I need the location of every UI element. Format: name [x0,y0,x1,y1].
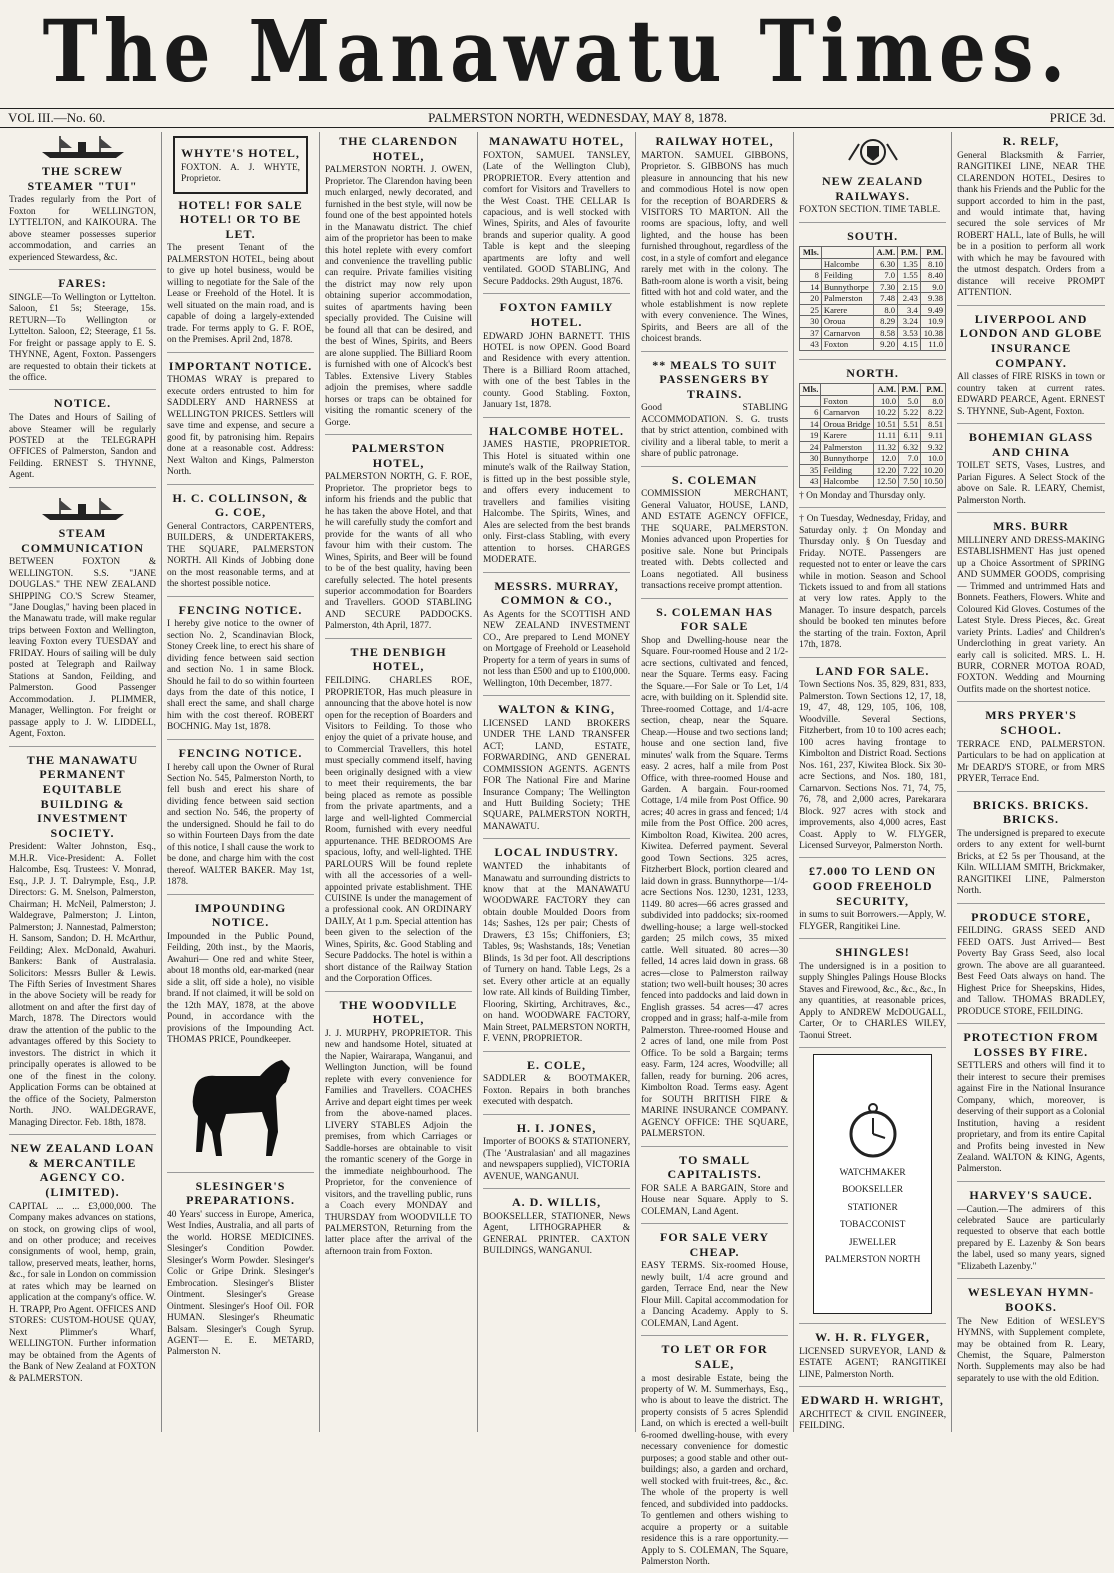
timetable-cell: 8.0 [873,304,898,315]
horse-illustration [167,1047,314,1167]
timetable-cell: 35 [800,464,821,475]
advertisement-text: MILLINERY AND DRESS-MAKING ESTABLISHMENT Has just opened up a Choice Assortment of SPRING AND SUMMER GOODS, comprising— Trimmed and untrimmed Hats and Bonnets. Feathers, Flowers. White and Coloured Kid Gloves. Costumes of the Latest Style. Dress Pieces, &c. Great variety Prints. Ladies' and Children's Underclothing in great variety. An early call is solicited. MRS. L. H. BURR, CORNER MOTOA ROAD, FOXTON. Wedding and Mourning Outfits made on the shortest notice. [957,535,1105,695]
timetable-cell: 43 [800,339,822,350]
advertisement-heading: FOXTON FAMILY HOTEL. [499,300,614,329]
advertisement [957,519,1105,702]
advertisement-text: As Agents for the SCOTTISH AND NEW ZEALAND INVESTMENT CO., Are prepared to Lend MONEY on Mortgage of Freehold or Leasehold Property for a term of years in sums of not less than £500 and up to £100,000. Wellington, 10th December, 1877. [483,609,631,689]
advertisement-heading: A. D. WILLIS, [511,1195,602,1210]
timetable-cell: 8 [800,270,822,281]
timetable-row [800,453,946,464]
timetable-cell: 7.48 [873,293,898,304]
advertisement-heading: STEAM COMMUNICATION [21,525,144,555]
advertisement [957,910,1105,1024]
timetable-cell: 14 [800,281,822,292]
advertisement-text: The undersigned is in a position to supply Shingles Palings House Blocks Staves and Firewood, &c., &c., &c., In any quantities, at reasonable prices, Apply to ANDREW McDOUGALL, Carter, Or to CHARLES WILEY, Taonui Street. [799,961,947,1041]
advertisement-heading: HARVEY'S SAUCE. [969,1187,1093,1202]
advertisement-heading: NORTH. [846,365,899,380]
advertisement [483,1195,630,1263]
advertisement [957,134,1105,306]
watch-ad-text: WATCHMAKER [839,1167,906,1178]
advertisement-text: General Contractors, CARPENTERS, BUILDERS, & UNDERTAKERS, THE SQUARE, PALMERSTON NORTH. All Kinds of Jobbing done on the most reasonable terms, and at the shortest possible notice. [167,521,315,590]
timetable-cell: 6.11 [899,430,921,441]
advertisement-text: LICENSED SURVEYOR, LAND & ESTATE AGENT; RANGITIKEI LINE, Palmerston North. [799,1346,947,1380]
ship-icon [38,496,128,522]
advertisement-heading: SHINGLES! [835,945,910,960]
advertisement-heading: PROTECTION FROM LOSSES BY FIRE. [963,1029,1099,1059]
timetable-cell: 1.55 [898,270,921,281]
column-6 [794,132,952,1432]
timetable-cell: Carnarvon [821,407,874,418]
timetable-cell [821,384,874,395]
column-3 [320,132,478,1432]
steamship-illustration [9,494,156,524]
advertisement-heading: WALTON & KING, [498,702,616,717]
advertisement [957,1188,1105,1279]
advertisement-heading: FENCING NOTICE. [178,745,303,760]
advertisement-text: JAMES HASTIE, PROPRIETOR. This Hotel is situated within one minute's walk of the Railway Station, is fitted up in the best possible style, and offers every inducement to travellers and families visiting Halcombe. The Spirits, Wines, and Ales are selected from the best brands only. First-class Stabling, with every attention to horses. CHARGES MODERATE. [483,440,631,566]
advertisement [957,798,1105,904]
advertisement-heading: MANAWATU HOTEL, [489,134,624,148]
timetable-row [800,327,946,338]
timetable-cell: Karere [821,304,873,315]
advertisement [799,1330,946,1387]
advertisement-text: General Blacksmith & Farrier, RANGITIKEI LINE, NEAR THE CLARENDON HOTEL, Desires to thank his Friends and the Public for the support accorded to him in the past, and would intimate that, having secured the sole services of Mr ROBERT HALL, late of Bulls, he will be in a position to perform all work with which he may be favoured with the utmost despatch. Orders from a distance will receive PROMPT ATTENTION. [957,150,1105,299]
timetable-cell: 12.50 [874,476,899,487]
advertisement-heading: FARES: [58,276,107,291]
advertisement [641,358,788,467]
timetable-cell: 12.0 [874,453,899,464]
advertisement [957,430,1105,513]
timetable-cell: 10.38 [920,327,945,338]
advertisement-text: —Caution.—The admirers of this celebrated Sauce are particularly requested to observe that each bottle prepared by E. Lazenby & Son bears the label, used so many years, signed "Elizabeth Lazenby." [957,1204,1105,1272]
advertisement-heading: LIVERPOOL AND LONDON AND GLOBE INSURANCE COMPANY. [959,311,1103,370]
advertisement-text: EASY TERMS. Six-roomed House, newly built, 1/4 acre ground and garden, Terrace End, near the New Flour Mill. Capital accommodation for a Dancing Academy. Apply to S. COLEMAN, Land Agent. [641,1261,789,1329]
timetable-row [800,430,946,441]
timetable-cell: 14 [800,418,821,429]
advertisement-heading: THE MANAWATU PERMANENT EQUITABLE BUILDING & INVESTMENT SOCIETY. [26,752,139,840]
advertisement [641,1153,788,1225]
timetable-cell: 7.0 [873,270,898,281]
timetable-cell: 2.15 [898,281,921,292]
timetable-row [800,339,946,350]
timetable-cell: Karere [821,430,874,441]
watch-ad-text: TOBACCONIST [839,1220,906,1231]
timetable-cell: Palmerston [821,293,873,304]
timetable-cell: 12.20 [874,464,899,475]
timetable-cell: 8.10 [920,258,945,269]
advertisement [167,603,314,740]
advertisement [483,1121,630,1190]
advertisement [325,441,472,639]
timetable-cell: 3.53 [898,327,921,338]
advertisement-text: FOXTON, SAMUEL TANSLEY, (Late of the Wellington Club), PROPRIETOR. Every attention and comfort for Visitors and Travellers to the West Coast. THE CELLAR Is capacious, and is well stocked with Wines, Spirits, and Ales of favourite brands and superior quality. A good Table is kept and the sleeping apartments are lofty and well ventilated. GOOD STABLING, And Secure Paddocks. 29th August, 1876. [483,150,631,287]
advertisement [641,1230,788,1336]
timetable-cell: 10.22 [874,407,899,418]
timetable-row [800,281,946,292]
timetable-cell: Bunnythorpe [821,281,873,292]
timetable-cell: Halcombe [821,476,874,487]
timetable-cell: Mls. [800,247,822,258]
advertisement-text: All classes of FIRE RISKS in town or country taken at current rates. EDWARD PEARCE, Agent. ERNEST S. THYNNE, Sub-Agent, Foxton. [957,372,1105,417]
timetable-cell: 11.32 [874,441,899,452]
timetable-cell: 10.0 [874,395,899,406]
advertisement-heading: LOCAL INDUSTRY. [494,845,619,860]
timetable-cell: Palmerston [821,441,874,452]
coat-of-arms-illustration [799,132,946,172]
timetable-cell: Feilding [821,270,873,281]
advertisement-heading: THE DENBIGH HOTEL, [350,644,447,674]
timetable-row [800,384,946,395]
timetable-cell: P.M. [899,384,921,395]
advertisement-text: The present Tenant of the PALMERSTON HOTEL, being about to give up hotel business, would be willing to negotiate for the Sale of the Lease or Freehold of the Hotel. It is well situated on the main road, and is capable of doing a largely-extended trade. For terms apply to G. F. ROE, on the Premises. April 2nd, 1878. [167,243,315,346]
timetable-cell: A.M. [873,247,898,258]
timetable-cell: 8.0 [921,395,946,406]
timetable-cell: 43 [800,476,821,487]
advertisement [641,1342,788,1573]
advertisement [167,1179,314,1364]
timetable-cell: 6 [800,407,821,418]
advertisement-heading: NEW ZEALAND RAILWAYS. [822,174,924,203]
advertisement-text: LICENSED LAND BROKERS UNDER THE LAND TRANSFER ACT; LAND, ESTATE, FORWARDING, AND GENERAL COMMISSION AGENTS. AGENTS FOR The National Fire and Marine Insurance Company; The Wellington and Hutt Building Society; THE SQUARE, PALMERSTON NORTH, MANAWATU. [483,718,631,832]
timetable-cell [800,395,821,406]
advertisement-text: in sums to suit Borrowers.—Apply, W. FLYGER, Rangitikei Line. [799,910,947,932]
advertisement-heading: IMPOUNDING NOTICE. [194,900,287,930]
timetable-cell: 8.40 [920,270,945,281]
timetable-cell: P.M. [920,247,945,258]
advertisement-heading: RAILWAY HOTEL, [655,134,774,148]
advertisement-heading: MRS PRYER'S SCHOOL. [985,708,1077,738]
advertisement [9,1141,156,1390]
timetable-cell: 3.4 [898,304,921,315]
timetable-cell: 9.20 [873,339,898,350]
timetable-row [800,247,946,258]
timetable-cell: 11.11 [874,430,899,441]
advertisement [799,514,946,658]
steamship-illustration [9,132,156,162]
advertisement-text: Trades regularly from the Port of Foxton for WELLINGTON, LYTTELTON, and KAIKOURA. The above steamer possesses superior accommodation, and carries an experienced Stewardess, &c. [9,195,157,263]
columns [4,132,1110,1567]
advertisement [799,132,946,223]
timetable-cell: 20 [800,293,822,304]
timetable-row [800,395,946,406]
advertisement [9,276,156,390]
timetable-cell: 5.0 [899,395,921,406]
advertisement-text: Shop and Dwelling-house near the Square. Four-roomed House and 2 1/2-acre sections, cultivated and fenced, near the Square. Terms easy. Facing the Square.—For Sale or To Let, 1/4 acre, with building on it. Splendid site. Three-roomed Cottage, and 1/4-acre section, cheap, near the Square. Cheap.—House and two sections land; house and one section land, five minutes' walk from the Square. Terms easy. 2 acres, half a mile from Post Office, with three-roomed House and Garden. A bargain. Four-roomed Cottage, 1/4 mile from Post Office. 90 acres; 40 acres in grass and fenced; 1/4 mile from the Post Office. 200 acres, Kimbolton Road, Kiwitea. 200 acres, Kiwitea. Deferred payment. Several good Town Sections. 325 acres, Fitzherbert Block, portion cleared and laid down in grass. Bunnythorpe—1/4-acre Sections Nos. 1230, 1231, 1233, 1149. 80 acres—66 acres grassed and subdivided into paddocks; six-roomed dwelling-house; a large well-stocked garden; 25 milch cows, 35 mixed cattle. Well situated. 80 acres—30 felled, 14 acres laid down in grass. 68 acres—close to Palmerston railway station; two well-built houses; 30 acres fenced into paddocks and laid down in English grasses. 54 acres—47 acres cropped and in grass; half-a-mile from Palmerston. Three-roomed House and 2 acres of land, one mile from Post Office. To be sold a Bargain; terms easy. Farm, 124 acres, Woodville; all fallen, ready for burning. 206 acres, Kimbolton Road. Terms easy. Agent for SOUTH BRITISH FIRE & MARINE INSURANCE COMPANY. AGENCY OFFICE: THE SQUARE, PALMERSTON. [641,635,789,1140]
timetable-cell: 9.38 [920,293,945,304]
advertisement-text: † On Tuesday, Wednesday, Friday, and Saturday only. ‡ On Monday and Thursday only. § On Tuesday and Friday. NOTE. Passengers are requested not to enter or leave the cars while in motion. Season and School Tickets issued to and from all stations at very low rates. Apply to the Manager. To insure despatch, parcels should be booked ten minutes before the starting of the train. Foxton, April 17th, 1878. [799,514,947,651]
timetable-cell: 19 [800,430,821,441]
timetable-cell: 37 [800,327,822,338]
advertisement-heading: THE SCREW STEAMER "TUI" [27,164,138,193]
timetable-cell: 10.20 [921,464,946,475]
advertisement-text: BOOKSELLER, STATIONER, News Agent, LITHOGRAPHER & GENERAL PRINTER. CAXTON BUILDINGS, WANGANUI. [483,1211,631,1257]
advertisement-text: PALMERSTON NORTH, G. F. ROE, Proprietor. The proprietor begs to inform his friends and the public that he has taken the above Hotel, and that he will carefully study the comfort and provide for the wants of all who favour him with their custom. The Wines, Spirits, and Beer will be found to be of the best quality, having been carefully selected. The hotel presents superior accommodation for Boarders and Travellers. GOOD STABLING AND SECURE PADDOCKS. Palmerston, 4th April, 1877. [325,472,473,632]
advertisement [957,708,1105,791]
timetable-cell: 8.58 [873,327,898,338]
advertisement-heading: EDWARD H. WRIGHT, [801,1393,944,1408]
advertisement [483,1058,630,1115]
timetable-cell: Foxton [821,395,874,406]
advertisement-text: EDWARD JOHN BARNETT. THIS HOTEL is now OPEN. Good Board and Residence with every attention. There is a Billiard Room attached, with one of the best Tables in the county. Good Stabling. Foxton, January 1st, 1878. [483,331,631,411]
advertisement-text: President: Walter Johnston, Esq., M.H.R. Vice-President: A. Follet Halcombe, Esq. Trustees: V. Monrad, Esq., J.P. J. T. Dalrymple, Esq., J.P. Directors: G. M. Snelson, Palmerston, Chairman; H. McNeil, Palmerston; J. Waldegrave, Palmerston; J. Linton, Palmerston; J. Nannestad, Palmerston; H. Sansom, Sandon; D. H. McArthur, Feilding; Alex. McDonald, Awahuri. Bankers: Bank of Australasia. Solicitors: Messrs Buller & Lewis. The Fifth Series of Investment Shares in the above Society will be ready for allotment on and after the first day of March, 1878. The Directors would draw the attention of the public to the advantages offered by this Society to investors. The district in which it principally operates is allowed to be one of the finest in the colony. Application Forms can be obtained at the office of the Society, Palmerston North. JNO. WALDEGRAVE, Managing Director. Feb. 18th, 1878. [9,842,157,1128]
timetable-cell: 7.50 [899,476,921,487]
timetable [799,383,946,487]
advertisement-text: The undersigned is prepared to execute orders to any extent for well-burnt Bricks, at £2 5s per Thousand, at the Kiln. WILLIAM SMITH, Brickmaker, RANGITIKEI LINE, Palmerston North. [957,828,1105,897]
advertisement-text: PALMERSTON NORTH. J. OWEN, Proprietor. The Clarendon having been much enlarged, newly decorated, and furnished in the best style, will now be found one of the best appointed hotels in the Manawatu district. The chief aim of the proprietor has been to make this hotel replete with every comfort and convenience the travelling public can require. Private families visiting the district may now rely upon obtaining superior accommodation, suites of apartments having been specially provided. The Cuisine will be found all that can be desired, and the best of Wines, Spirits, and Beers are alone supplied. The Billiard Room is furnished with one of Alcock's best Tables. Extensive Livery Stables adjoin the premises, where saddle horses or traps can be obtained for visiting the romantic scenery of the Gorge. [325,165,473,428]
advertisement-heading: E. COLE, [527,1057,587,1072]
issue-date: PALMERSTON NORTH, WEDNESDAY, MAY 8, 1878. [428,110,727,125]
advertisement [641,605,788,1147]
advertisement-heading: NOTICE. [53,396,112,411]
timetable-cell: 30 [800,316,822,327]
timetable-row [800,464,946,475]
advertisement [799,664,946,859]
timetable-cell: 1.35 [898,258,921,269]
pocket-watch-icon [843,1102,903,1162]
timetable-cell: Oroua [821,316,873,327]
timetable-cell: 8.22 [921,407,946,418]
advertisement [167,491,314,597]
timetable-row [800,316,946,327]
timetable-cell: 10.51 [874,418,899,429]
advertisement-heading: TO LET OR FOR SALE, [661,1342,768,1371]
advertisement-text: TERRACE END, PALMERSTON. Particulars to be had on application at Mr DEARD'S STORE, or from MRS PRYER, Terrace End. [957,739,1105,785]
advertisement [9,132,156,270]
advertisement [325,998,472,1264]
advertisement [9,753,156,1135]
timetable-cell: 7.22 [899,464,921,475]
timetable-cell: 6.32 [899,441,921,452]
advertisement-heading: HALCOMBE HOTEL. [489,423,625,438]
timetable-cell: 7.0 [899,453,921,464]
ship-icon [38,134,128,160]
advertisement-heading: FOR SALE VERY CHEAP. [660,1230,770,1259]
advertisement-heading: THE WOODVILLE HOTEL, [339,997,458,1027]
advertisement-heading: THE CLARENDON HOTEL, [339,134,458,163]
advertisement-heading: R. RELF, [1002,134,1060,148]
advertisement [167,359,314,485]
timetable-row [800,441,946,452]
timetable-cell: 10.0 [921,453,946,464]
advertisement-heading: LAND FOR SALE. [815,663,930,678]
advertisement [957,312,1105,424]
timetable-row [800,407,946,418]
advertisement-heading: S. COLEMAN HAS FOR SALE [656,604,774,634]
advertisement [799,1393,946,1438]
advertisement-text: The New Edition of WESLEY'S HYMNS, with Supplement complete, may be obtained from R. Leary, Chemist, the Square, Palmerston North. Supplements may also be had separately to use with the old Edition. [957,1316,1105,1384]
timetable-cell: Bunnythorpe [821,453,874,464]
crest-icon [843,134,903,170]
advertisement-text: SETTLERS and others will find it to their interest to secure their premises against Fire in the National Insurance Company, which, moreover, is deserving of their support as a Colonial Institution, having a resident proprietary, and from its entire Capital and Profits being invested in New Zealand. WALTON & KING, Agents, Palmerston. [957,1061,1105,1175]
masthead [0,0,1114,108]
advertisement-heading: BRICKS. BRICKS. BRICKS. [973,797,1090,827]
timetable-cell: Feilding [821,464,874,475]
advertisement [483,134,630,294]
column-1 [4,132,162,1432]
timetable-cell: 10.50 [921,476,946,487]
timetable-row [800,418,946,429]
advertisement-text: CAPITAL ... ... £3,000,000. The Company makes advances on stations, on stock, on growing clips of wool, and on other produce; and receives consignments of wool, hemp, grain, tallow, preserved meats, leather, horns, &c., for sale in London on commission at rates which may be learned on application at the company's office. W. H. TRAPP, Pro Agent. OFFICES AND STORES: CUSTOM-HOUSE QUAY, Next Plimmer's Wharf, WELLINGTON. Further information may be obtained from the Agents of the Bank of New Zealand at FOXTON & PALMERSTON. [9,1201,157,1384]
advertisement-text: WANTED the inhabitants of Manawatu and surrounding districts to know that at the MANAWATU WOODWARE FACTORY they can obtain double Moulded Doors from 14s; Sashes, 12s per pair; Chests of Drawers, £3 15s; Chiffoniers, £3; Tables, 9s; Washstands, 18s; Venetian Blinds, 1s 3d per foot. All descriptions of Turnery on hand. Table Legs, 2s a set. Every other article at an equally low rate. All kinds of Building Timber, Flooring, Skirting, Architraves, &c., on hand. WOODWARE FACTORY, Main Street, PALMERSTON NORTH, F. VENN, PROPRIETOR. [483,862,631,1045]
timetable-cell: 8.51 [921,418,946,429]
advertisement-heading: SOUTH. [847,228,899,243]
watch-ad-text: BOOKSELLER [842,1185,904,1196]
timetable-cell: 6.30 [873,258,898,269]
advertisement-text: The Dates and Hours of Sailing of above Steamer will be regularly POSTED at the TELEGRAPH OFFICES of Palmerston, Sandon and Feilding. ERNEST S. THYNNE, Agent. [9,413,157,481]
timetable-cell [800,258,822,269]
advertisement [799,229,946,360]
advertisement-heading: PALMERSTON HOTEL, [351,441,446,470]
advertisement-heading: BOHEMIAN GLASS AND CHINA [968,430,1094,459]
advertisement-text: Town Sections Nos. 35, 829, 831, 833, Palmerston. Town Sections 12, 17, 18, 19, 47, 48, 129, 105, 106, 108, Woodville. Several Sections, Fitzherbert, from 10 to 100 acres each; 100 acres having frontage to Kimbolton and District Road. Sections Nos. 161, 237, Kiwitea Block. Six 30-acre Sections, and Nos. 180, 181, Carnarvon. Sections Nos. 71, 74, 75, 76, 78, and 2,000 acres, Parekarara Block. 927 acres with stock and improvements, also 4,000 acres, East Coast. Apply to W. FLYGER, Licensed Surveyor, Palmerston North. [799,680,947,851]
advertisement-text: COMMISSION MERCHANT, General Valuator, HOUSE, LAND, AND ESTATE AGENCY OFFICE, THE SQUARE, PALMERSTON. Monies advanced upon Properties for positive sale. None but Principals treated with. Debts collected and Loans negotiated. All business transactions receive prompt attention. [641,489,789,592]
advertisement-heading: PRODUCE STORE, [971,909,1091,924]
timetable-cell: 11.0 [920,339,945,350]
advertisement-heading: SLESINGER'S PREPARATIONS. [186,1178,295,1208]
advertisement-heading: W. H. R. FLYGER, [815,1330,930,1345]
advertisement-text: THOMAS WRAY is prepared to execute orders entrusted to him for SADDLERY AND HARNESS at WELLINGTON PRICES. Settlers will save time and expense, and secure a good fit, by patronising him. Repairs done at a reasonable cost. Address: Next Walton and Kings, Palmerston North. [167,375,315,478]
timetable-cell: 5.51 [899,418,921,429]
advertisement-text: FOR SALE A BARGAIN, Store and House near Square. Apply to S. COLEMAN, Land Agent. [641,1183,789,1217]
newspaper-title: The Manawatu Times. [42,2,1072,102]
advertisement-text: FEILDING. GRASS SEED AND FEED OATS. Just Arrived— Best Poverty Bay Grass Seed, also local grown. The above are all guaranteed. Best Feed Oats always on hand. The Highest Price for Sheepskins, Hides, and Tallow. THOMAS BRADLEY, PRODUCE STORE, FEILDING. [957,926,1105,1017]
timetable-row [800,270,946,281]
advertisement [799,864,946,939]
advertisement-text: I hereby call upon the Owner of Rural Section No. 545, Palmerston North, to fell bush and erect his share of dividing fence between said section and section No. 546, the property of the undersigned. Should he fail to do so within Fourteen Days from the date of this notice, I shall cause the work to be done, and charge him with the cost thereof. WALTER BAKER. May 1st, 1878. [167,762,315,888]
timetable-cell: 30 [800,453,821,464]
advertisement [483,424,630,573]
advertisement-heading: TO SMALL CAPITALISTS. [667,1152,762,1182]
advertisement [641,473,788,599]
advertisement-text: a most desirable Estate, being the property of W. M. Summerhays, Esq., who is about to leave the district. The property consists of 5 acres Splendid Land, on which is erected a well-built 6-roomed dwelling-house, with every necessary convenience for domestic purposes; a good stable and other out-buildings; also, a garden and orchard, well stocked with fruit-trees, &c., &c. The whole of the property is well fenced, and subdivided into paddocks. To gentlemen and others wishing to acquire a property or a suitable residence this is a rare opportunity.—Apply to S. COLEMAN, The Square, Palmerston North. [641,1373,789,1567]
timetable-cell: 25 [800,304,822,315]
timetable-cell: P.M. [898,247,921,258]
advertisement-text: BETWEEN FOXTON & WELLINGTON. S.S. "JANE DOUGLAS." THE NEW ZEALAND SHIPPING CO.'S Screw Steamer, "Jane Douglas," having been placed in the Manawatu trade, will make regular trips between Foxton and Wellington, leaving Foxton every TUESDAY and FRIDAY. Hours of sailing will be duly posted at Telegraph and Railway Stations at Sandon, Feilding, and Palmerston. Good Passenger Accommodation. J. PLIMMER, Manager, Wellington. For freight or passage apply to J. W. LIDDELL, Agent, Foxton. [9,557,157,740]
volume-number: VOL III.—No. 60. [8,110,106,125]
timetable-cell: 4.15 [898,339,921,350]
advertisement-heading: MRS. BURR [993,519,1069,534]
advertisement-heading: HOTEL! FOR SALE HOTEL! OR TO BE LET. [178,197,303,241]
timetable-cell: Oroua Bridge [821,418,874,429]
advertisement-text: TOILET SETS, Vases, Lustres, and Parian Figures. A Select Stock of the above on Sale. R. LEARY, Chemist, Palmerston North. [957,461,1105,506]
timetable-cell: Halcombe [821,258,873,269]
advertisement-text: J. J. MURPHY, PROPRIETOR. This new and handsome Hotel, situated at the Napier, Wairarapa, Wanganui, and Wellington Junction, will be found replete with every convenience for Families and Travellers. COACHES Arrive and depart eight times per week from the above-named places. LIVERY STABLES Adjoin the premises, from which Carriages or Saddle-horses are obtainable to visit the romantic scenery of the Gorge in the immediate neighbourhood. The Proprietor, for the convenience of visitors, and the travelling public, runs a Coach every MONDAY and THURSDAY from WOODVILLE TO PALMERSTON, Returning from the latter place after the arrival of the afternoon train from Foxton. [325,1029,473,1257]
advertisement-text: FEILDING. CHARLES ROE, PROPRIETOR, Has much pleasure in announcing that the above hotel is now open for the reception of Boarders and Visitors to Feilding. To those who enjoy the quiet of a private house, and to Commercial Travellers, this hotel must specially commend itself, having been originally designed with a view to meet their requirements, the bar being placed as remote as possible from the private apartments, and a large and well-lighted Commercial Room, furnished with every needful appurtenance. THE BEDROOMS Are spacious, lofty, and well-lighted. THE PARLOURS Will be found replete with all the accessories of a well-appointed private establishment. THE CUISINE Is under the management of a professional cook. AN ORDINARY DAILY, At 1 p.m. Special attention has been given to the selection of the Wines, Spirits, &c. Good Stabling and Secure Paddocks. The hotel is within a short distance of the Railway Station and the Corporation Offices. [325,676,473,985]
advertisement [167,198,314,353]
timetable-cell: 24 [800,441,821,452]
advertisement-heading: H. C. COLLINSON, & G. COE, [172,490,309,520]
advertisement [957,1030,1105,1182]
advertisement [483,579,630,697]
advertisement [325,645,472,992]
advertisement-heading: IMPORTANT NOTICE. [168,358,313,373]
timetable-cell: 8.29 [873,316,898,327]
advertisement-text: Importer of BOOKS & STATIONERY, (The 'Australasian' and all magazines and newspapers supplied), VICTORIA AVENUE, WANGANUI. [483,1137,631,1182]
dateline [0,108,1114,128]
timetable-cell: 9.49 [920,304,945,315]
advertisement [799,945,946,1048]
advertisement-heading: ** MEALS TO SUIT PASSENGERS BY TRAINS. [652,357,777,401]
timetable-cell: P.M. [921,384,946,395]
watch-ad-text: PALMERSTON NORTH [824,1255,921,1266]
advertisement [9,396,156,487]
advertisement-text: Impounded in the Public Pound, Feilding, 20th inst., by the Maoris, Awahuri— One red and white Steer, about 18 months old, ear-marked (near side a slit, off side a hole), no visible brand. If not claimed, it will be sold on the 12th MAY, 1878, at the above Pound, in accordance with the provisions of the Impounding Act. THOMAS PRICE, Poundkeeper. [167,931,315,1046]
horse-icon [176,1052,306,1162]
timetable [799,246,946,350]
timetable-cell: Carnarvon [821,327,873,338]
advertisement-heading: FENCING NOTICE. [178,602,303,617]
advertisement-text: FOXTON SECTION. TIME TABLE. [799,205,941,216]
timetable-row [800,258,946,269]
advertisement-text: ARCHITECT & CIVIL ENGINEER, FEILDING. [799,1409,947,1432]
timetable-cell: 9.11 [921,430,946,441]
timetable-cell: Foxton [821,339,873,350]
column-4 [478,132,636,1432]
advertisement-text: SINGLE—To Wellington or Lyttelton. Saloon, £1 5s; Steerage, 15s. RETURN—To Wellington or Lyttelton. Saloon, £2; Steerage, £1 5s. For freight or passage apply to E. S. THYNNE, Agent, Foxton. Passengers are requested to obtain their tickets at the office. [9,292,157,383]
advertisement-text: SADDLER & BOOTMAKER, Foxton. Repairs in both branches executed with despatch. [483,1074,631,1108]
timetable-cell: A.M. [874,384,899,395]
advertisement [325,134,472,435]
timetable-cell: 5.22 [899,407,921,418]
advertisement [799,1054,946,1324]
timetable-cell [821,247,873,258]
advertisement-text: 40 Years' success in Europe, America, West Indies, Australia, and all parts of the world. HORSE MEDICINES. Slesinger's Condition Powder. Slesinger's Worm Powder. Slesinger's Colic or Gripe Drink. Slesinger's Embrocation. Slesinger's Blister Ointment. Slesinger's Grease Ointment. Slesinger's Hoof Oil. FOR HUMAN. Slesinger's Rheumatic Balsam. Slesinger's Cough Syrup. AGENT— E. E. METARD, Palmerston N. [167,1209,315,1358]
advertisement [799,366,946,508]
advertisement-text: Good STABLING ACCOMMODATION. S. G. trusts that by strict attention, combined with civility and a liberal table, to merit a share of public patronage. [641,403,789,460]
advertisement-heading: NEW ZEALAND LOAN & MERCANTILE AGENCY CO. (LIMITED). [10,1141,155,1199]
timetable-cell: 9.32 [921,441,946,452]
advertisement [9,494,156,747]
timetable-row [800,304,946,315]
advertisement-text: I hereby give notice to the owner of section No. 2, Scandinavian Block, Stoney Creek line, to erect his share of dividing fence between said section and section No. 1 in same Block. Should he fail to do so within fourteen days from the date of this notice, I shall erect the same, and shall charge him with the cost thereof. ROBERT BOCHNIG. May 1st, 1878. [167,619,315,733]
column-7 [952,132,1110,1432]
timetable-cell: 10.9 [920,316,945,327]
timetable-row [800,476,946,487]
watch-ad-text: JEWELLER [848,1237,897,1248]
timetable-cell: 9.0 [920,281,945,292]
timetable-cell: 2.43 [898,293,921,304]
advertisement-heading: £7.000 TO LEND ON GOOD FREEHOLD SECURITY, [808,864,937,908]
advertisement-text: † On Monday and Thursday only. [799,490,926,501]
watch-ad-text: STATIONER [847,1202,898,1213]
timetable-cell: Mls. [800,384,821,395]
advertisement [483,702,630,839]
column-5 [636,132,794,1567]
column-2 [162,132,320,1432]
advertisement-text: FOXTON. A. J. WHYTE, Proprietor. [181,162,301,185]
advertisement-heading: MESSRS. MURRAY, COMMON & CO., [494,578,619,608]
advertisement [173,136,308,194]
advertisement [957,1285,1105,1390]
advertisement [167,901,314,1173]
advertisement-heading: WHYTE'S HOTEL, [181,146,300,160]
advertisement-text: MARTON. SAMUEL GIBBONS, Proprietor. S. GIBBONS has much pleasure in announcing that his new and commodious Hotel is now open for the reception of BOARDERS & VISITORS TO MARTON. All the rooms are spacious, lofty, and well lighted, and the house has been furnished throughout, regardless of the cost, in a style of comfort and elegance rarely met with in the colony. The Bath-room alone is worth a visit, being fitted with hot and cold water, and the whole establishment is now replete with every convenience. The Wines, Spirits, and Beers are all of the choicest brands. [641,150,789,345]
price: PRICE 3d. [1049,110,1106,125]
timetable-row [800,293,946,304]
advertisement [483,845,630,1051]
advertisement [641,134,788,352]
advertisement-heading: WESLEYAN HYMN-BOOKS. [967,1285,1095,1314]
advertisement-heading: H. I. JONES, [516,1120,597,1135]
timetable-cell: 3.24 [898,316,921,327]
watchmaker-advertisement-graphic [813,1054,932,1314]
timetable-cell: 7.30 [873,281,898,292]
advertisement [483,300,630,418]
advertisement-heading: S. COLEMAN [671,472,758,487]
advertisement [167,746,314,895]
